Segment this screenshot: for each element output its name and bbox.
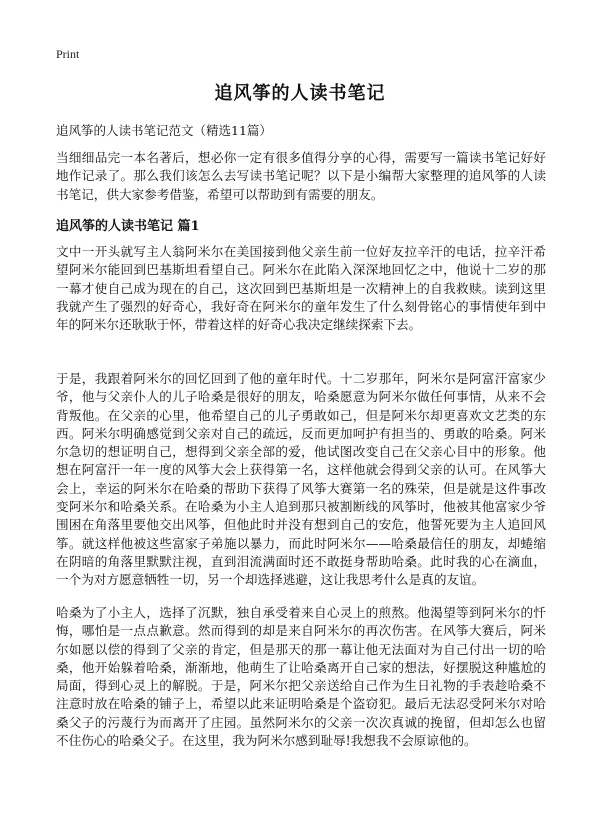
body-paragraph-1: 文中一开头就写主人翁阿米尔在美国接到他父亲生前一位好友拉辛汗的电话，拉辛汗希望阿米尔能回到巴基斯坦看望自己。阿米尔在此陷入深深地回忆之中，他说十二岁的那一幕才使自己成为现在的自己，这次回到巴基斯坦是一次精神上的自我救赎。读到这里我就产生了强烈的好奇心，我好奇在阿米尔的童年发生了什么刻骨铭心的事情使年到中年的阿米尔还耿耿于怀，带着这样的好奇心我决定继续探索下去。 bbox=[56, 244, 546, 333]
page-title: 追风筝的人读书笔记 bbox=[214, 83, 386, 104]
section-heading: 追风筝的人读书笔记 篇1 bbox=[56, 219, 200, 234]
body-paragraph-2: 于是，我跟着阿米尔的回忆回到了他的童年时代。十二岁那年，阿米尔是阿富汗富家少爷，他与父亲仆人的儿子哈桑是很好的朋友，哈桑愿意为阿米尔做任何事情，从来不会背叛他。在父亲的心里，他希望自己的儿子勇敢如己，但是阿米尔却更喜欢文艺类的东西。阿米尔明确感觉到父亲对自己的疏远，反而更加呵护有担当的、勇敢的哈桑。阿米尔急切的想证明自己，想得到父亲全部的爱，他试图改变自己在父亲心目中的形象。他想在阿富汗一年一度的风筝大会上获得第一名，这样他就会得到父亲的认可。在风筝大会上，幸运的阿米尔在哈桑的帮助下获得了风筝大赛第一名的殊荣，但是就是这件事改变阿米尔和哈桑关系。在哈桑为小主人追到那只被割断线的风筝时，他被其他富家少爷围困在角落里要他交出风筝，但他此时并没有想到自己的安危，他誓死要为主人追回风筝。就这样他被这些富家子弟施以暴力，而此时阿米尔——哈桑最信任的朋友，却蜷缩在阴暗的角落里默默注视，直到泪流满面时还不敢挺身帮助哈桑。此时我的心在滴血，一个为对方愿意牺牲一切，另一个却选择逃避，这让我思考什么是真的友谊。 bbox=[56, 371, 546, 588]
body-paragraph-3: 哈桑为了小主人，选择了沉默，独自承受着来自心灵上的煎熬。他渴望等到阿米尔的忏悔，哪怕是一点点歉意。然而得到的却是来自阿米尔的再次伤害。在风筝大赛后，阿米尔如愿以偿的得到了父亲的肯定，但是那天的那一幕让他无法面对为自己付出一切的哈桑，他开始躲着哈桑，渐渐地，他萌生了让哈桑离开自己家的想法，好摆脱这种尴尬的局面，得到心灵上的解脱。于是，阿米尔把父亲送给自己作为生日礼物的手表趁哈桑不注意时放在哈桑的铺子上，希望以此来证明哈桑是个盗窃犯。最后无法忍受阿米尔对哈桑父子的污蔑行为而离开了庄园。虽然阿米尔的父亲一次次真诚的挽留，但却怎么也留不住伤心的哈桑父子。在这里，我为阿米尔感到耻辱!我想我不会原谅他的。 bbox=[56, 605, 546, 749]
document-subtitle: 追风筝的人读书笔记范文（精选11篇） bbox=[56, 123, 272, 138]
print-link[interactable]: Print bbox=[56, 47, 80, 61]
intro-paragraph: 当细细品完一本名著后，想必你一定有很多值得分享的心得，需要写一篇读书笔记好好地作记录了。那么我们该怎么去写读书笔记呢？以下是小编帮大家整理的追风筝的人读书笔记，供大家参考借鉴，希望可以帮助到有需要的朋友。 bbox=[56, 150, 546, 202]
